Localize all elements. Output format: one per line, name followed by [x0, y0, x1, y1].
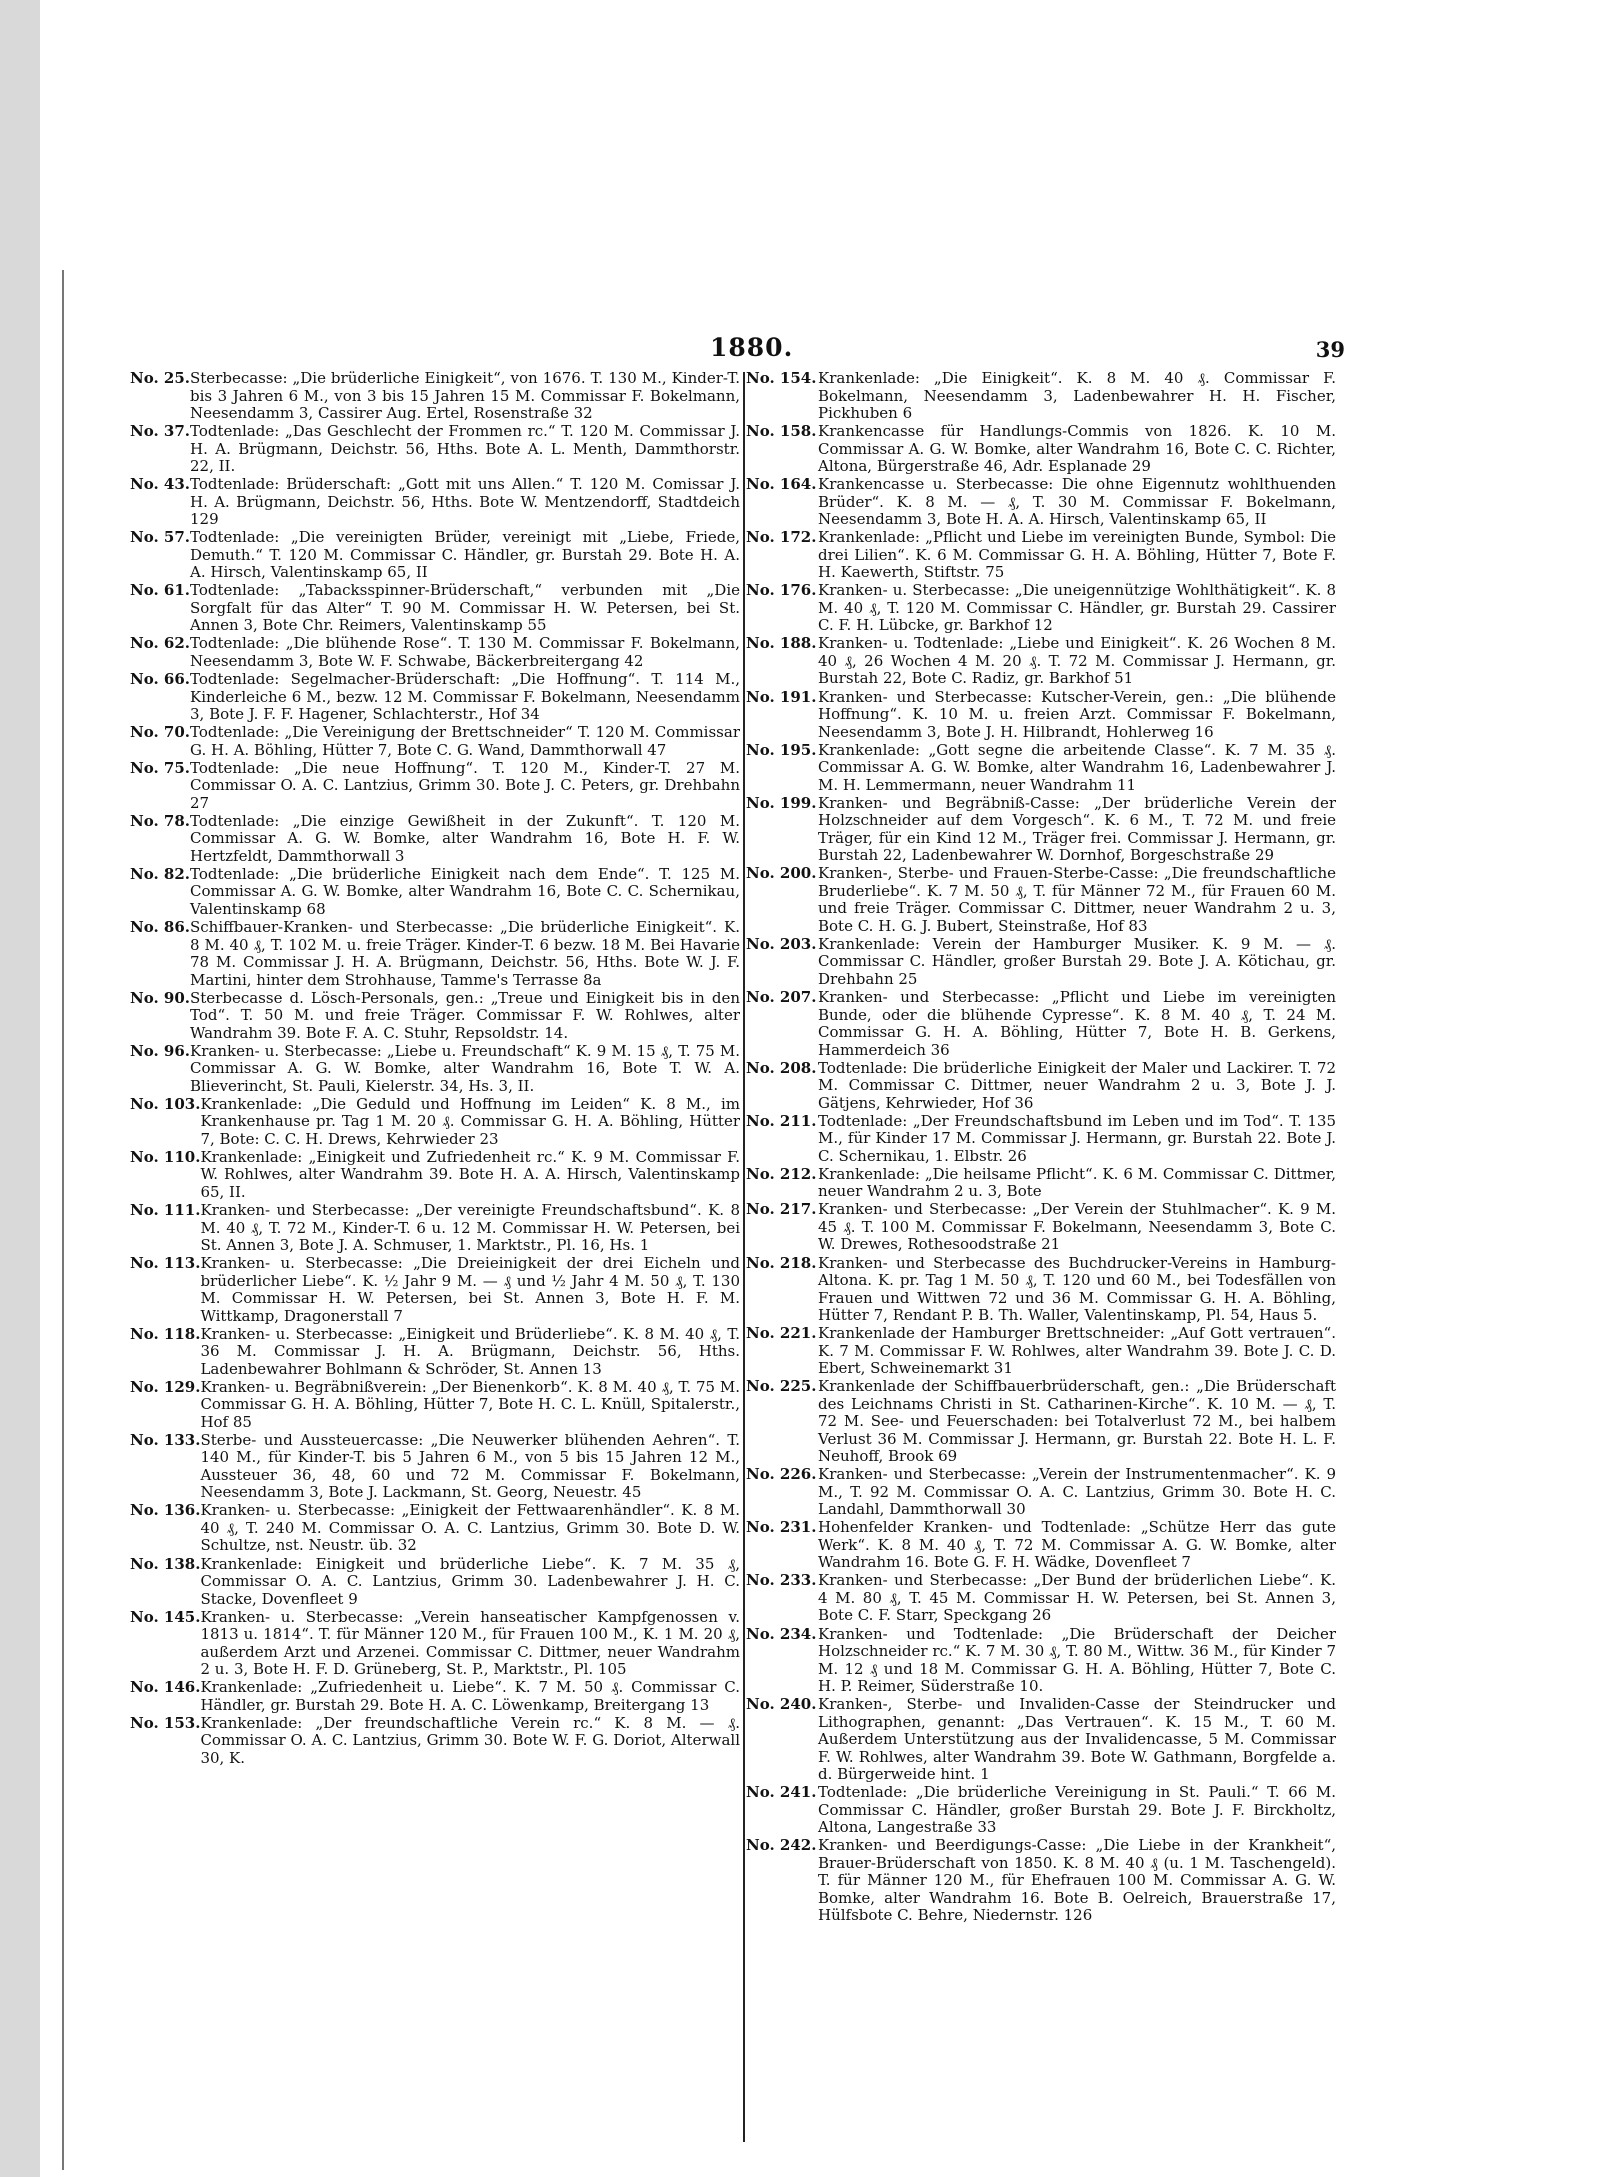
register-entry: [130, 919, 740, 989]
register-entry: [130, 635, 740, 670]
entry-number: No. 43.: [130, 475, 190, 494]
entry-number: No. 82.: [130, 864, 190, 883]
register-entry: [746, 476, 1336, 529]
entry-number: No. 136.: [130, 1501, 201, 1520]
entry-number: No. 191.: [746, 687, 817, 706]
entry-number: No. 203.: [746, 934, 817, 953]
entry-number: No. 221.: [746, 1324, 817, 1343]
register-entry: [130, 1255, 740, 1325]
entry-number: No. 231.: [746, 1518, 817, 1537]
entry-text: Kranken- u. Sterbecasse: „Die Dreieinigkeit der drei Eicheln und brüderlicher Liebe“. K. ½ Jahr 9 M. — ₰ und ½ Jahr 4 M. 50 ₰, T. 130 M. Commissar H. W. Petersen, bei St. Annen 3, Bote H. F. M. Wittkamp, Dragonerstall 7: [200, 1254, 740, 1325]
entry-text: Schiffbauer-Kranken- und Sterbecasse: „Die brüderliche Einigkeit“. K. 8 M. 40 ₰, T. 102 M. u. freie Träger. Kinder-T. 6 bezw. 18 M. Bei Havarie 78 M. Commissar J. H. A. Brügmann, Deichstr. 56, Hths. Bote W. J. F. Martini, hinter dem Strohhause, Tamme's Terrasse 8a: [190, 918, 740, 989]
entry-text: Kranken-, Sterbe- und Frauen-Sterbe-Casse: „Die freundschaftliche Bruderliebe“. K. 7 M. 50 ₰, T. für Männer 72 M., für Frauen 60 M. und freie Träger. Commissar C. Dittmer, neuer Wandrahm 2 u. 3, Bote C. H. G. J. Bubert, Steinstraße, Hof 83: [818, 864, 1336, 935]
entry-text: Kranken- und Sterbecasse: „Der Verein der Stuhlmacher“. K. 9 M. 45 ₰. T. 100 M. Commissar F. Bokelmann, Neesendamm 3, Bote C. W. Drewes, Rothesoodstraße 21: [818, 1200, 1336, 1254]
register-entry: [130, 529, 740, 582]
entry-number: No. 111.: [130, 1201, 201, 1219]
entry-number: No. 242.: [746, 1836, 817, 1855]
register-entry: [746, 1519, 1336, 1572]
entry-text: Todtenlade: „Die brüderliche Vereinigung in St. Pauli.“ T. 66 M. Commissar C. Händler, großer Burstah 29. Bote J. F. Birckholtz, Altona, Langestraße 33: [818, 1783, 1336, 1837]
register-entry: [130, 1326, 740, 1379]
entry-number: No. 241.: [746, 1783, 817, 1802]
entry-text: Todtenlade: „Die neue Hoffnung“. T. 120 M., Kinder-T. 27 M. Commissar O. A. C. Lantzius, Grimm 30. Bote J. C. Peters, gr. Drehbahn 27: [190, 758, 740, 812]
entry-text: Kranken- und Sterbecasse: „Verein der Instrumentenmacher“. K. 9 M., T. 92 M. Commissar O. A. C. Lantzius, Grimm 30. Bote H. C. Landahl, Dammthorwall 30: [818, 1465, 1336, 1519]
entry-text: Kranken- u. Sterbecasse: „Einigkeit der Fettwaarenhändler“. K. 8 M. 40 ₰, T. 240 M. Commissar O. A. C. Lantzius, Grimm 30. Bote D. W. Schultze, nst. Neustr. üb. 32: [200, 1501, 740, 1555]
register-entry: [746, 1466, 1336, 1519]
entry-number: No. 145.: [130, 1607, 201, 1626]
entry-text: Krankenlade: „Pflicht und Liebe im vereinigten Bunde, Symbol: Die drei Lilien“. K. 6 M. Commissar G. H. A. Böhling, Hütter 7, Bote F. H. Kaewerth, Stiftstr. 75: [818, 528, 1336, 582]
entry-text: Krankencasse für Handlungs-Commis von 1826. K. 10 M. Commissar A. G. W. Bomke, alter Wandrahm 16, Bote C. C. Richter, Altona, Bürgerstraße 46, Adr. Esplanade 29: [818, 422, 1336, 476]
register-entry: [746, 795, 1336, 865]
entry-text: Hohenfelder Kranken- und Todtenlade: „Schütze Herr das gute Werk“. K. 8 M. 40 ₰, T. 72 M. Commissar A. G. W. Bomke, alter Wandrahm 16. Bote G. F. H. Wädke, Dovenfleet 7: [818, 1518, 1336, 1572]
entry-number: No. 207.: [746, 988, 817, 1007]
entry-text: Sterbe- und Aussteuercasse: „Die Neuwerker blühenden Aehren“. T. 140 M., für Kinder-T. bis 5 Jahren 6 M., von 5 bis 15 Jahren 12 M., Aussteuer 36, 48, 60 und 72 M. Commissar F. Bokelmann, Neesendamm 3, Bote J. Lackmann, St. Georg, Neuestr. 45: [200, 1430, 740, 1502]
register-entry: [746, 1201, 1336, 1254]
entry-number: No. 25.: [130, 370, 190, 387]
entry-number: No. 240.: [746, 1695, 817, 1714]
entry-number: No. 103.: [130, 1094, 201, 1113]
entry-text: Kranken- u. Sterbecasse: „Einigkeit und Brüderliebe“. K. 8 M. 40 ₰, T. 36 M. Commissar J. H. A. Brügmann, Deichstr. 56, Hths. Ladenbewahrer Bohlmann & Schröder, St. Annen 13: [200, 1324, 740, 1378]
entry-text: Krankenlade der Hamburger Brettschneider: „Auf Gott vertrauen“. K. 7 M. Commissar F. W. Rohlwes, alter Wandrahm 39. Bote J. C. D. Ebert, Schweinemarkt 31: [818, 1324, 1336, 1378]
entry-number: No. 90.: [130, 988, 190, 1007]
entry-text: Todtenlade: „Die einzige Gewißheit in der Zukunft“. T. 120 M. Commissar A. G. W. Bomke, alter Wandrahm 16, Bote H. F. W. Hertzfeldt, Dammthorwall 3: [190, 811, 740, 865]
register-entry: [130, 1043, 740, 1096]
entry-text: Kranken- und Sterbecasse: „Der vereinigte Freundschaftsbund“. K. 8 M. 40 ₰, T. 72 M., Kinder-T. 6 u. 12 M. Commissar H. W. Petersen, bei St. Annen 3, Bote J. A. Schmuser, 1. Marktstr., Pl. 16, Hs. 1: [200, 1201, 740, 1254]
register-entry: [130, 1502, 740, 1555]
entry-text: Krankenlade: „Die heilsame Pflicht“. K. 6 M. Commissar C. Dittmer, neuer Wandrahm 2 u. 3, Bote: [818, 1164, 1336, 1201]
entry-text: Kranken- und Sterbecasse: Kutscher-Verein, gen.: „Die blühende Hoffnung“. K. 10 M. u. freien Arzt. Commissar F. Bokelmann, Neesendamm 3, Bote J. H. Hilbrandt, Hohlerweg 16: [818, 687, 1336, 741]
register-entry: [130, 1149, 740, 1202]
entry-text: Kranken- und Beerdigungs-Casse: „Die Liebe in der Krankheit“, Brauer-Brüderschaft von 1850. K. 8 M. 40 ₰ (u. 1 M. Taschengeld). T. für Männer 120 M., für Ehefrauen 100 M. Commissar A. G. W. Bomke, alter Wandrahm 16. Bote B. Oelreich, Brauerstraße 17, Hülfsbote C. Behre, Niedernstr. 126: [818, 1836, 1336, 1925]
entry-text: Krankenlade: Einigkeit und brüderliche Liebe“. K. 7 M. 35 ₰, Commissar O. A. C. Lantzius, Grimm 30. Ladenbewahrer J. H. C. Stacke, Dovenfleet 9: [200, 1554, 740, 1608]
register-entry: [130, 476, 740, 529]
entry-number: No. 146.: [130, 1678, 201, 1697]
entry-text: Todtenlade: Die brüderliche Einigkeit der Maler und Lackirer. T. 72 M. Commissar C. Dittmer, neuer Wandrahm 2 u. 3, Bote J. J. Gätjens, Kehrwieder, Hof 36: [818, 1058, 1336, 1112]
entry-text: Krankenlade: „Gott segne die arbeitende Classe“. K. 7 M. 35 ₰. Commissar A. G. W. Bomke, alter Wandrahm 16, Ladenbewahrer J. M. H. Lemmermann, neuer Wandrahm 11: [818, 740, 1336, 794]
entry-number: No. 70.: [130, 723, 190, 742]
entry-text: Kranken- und Sterbecasse des Buchdrucker-Vereins in Hamburg-Altona. K. pr. Tag 1 M. 50 ₰, T. 120 und 60 M., bei Todesfällen von Frauen und Wittwen 72 und 36 M. Commissar G. H. A. Böhling, Hütter 7, Rendant P. B. Th. Waller, Valentinskamp, Pl. 54, Haus 5.: [818, 1253, 1336, 1324]
entry-number: No. 110.: [130, 1147, 201, 1166]
entry-number: No. 86.: [130, 918, 190, 937]
entry-text: Kranken- u. Sterbecasse: „Die uneigennützige Wohlthätigkeit“. K. 8 M. 40 ₰, T. 120 M. Commissar C. Händler, gr. Burstah 29. Cassirer C. F. H. Lübcke, gr. Barkhof 12: [818, 581, 1336, 635]
entry-number: No. 37.: [130, 422, 190, 441]
entry-text: Krankencasse u. Sterbecasse: Die ohne Eigennutz wohlthuenden Brüder“. K. 8 M. — ₰, T. 30 M. Commissar F. Bokelmann, Neesendamm 3, Bote H. A. A. Hirsch, Valentinskamp 65, II: [818, 475, 1336, 529]
register-entry: [746, 1060, 1336, 1113]
register-entry: [746, 1166, 1336, 1201]
left-column: [130, 370, 740, 1768]
entry-text: Kranken- u. Sterbecasse: „Liebe u. Freundschaft“ K. 9 M. 15 ₰, T. 75 M. Commissar A. G. W. Bomke, alter Wandrahm 16, Bote T. W. A. Blieverincht, St. Pauli, Kielerstr. 34, Hs. 3, II.: [190, 1041, 740, 1095]
entry-text: Kranken- u. Sterbecasse: „Verein hanseatischer Kampfgenossen v. 1813 u. 1814“. T. für Männer 120 M., für Frauen 100 M., K. 1 M. 20 ₰, außerdem Arzt und Arzenei. Commissar C. Dittmer, neuer Wandrahm 2 u. 3, Bote H. F. D. Grüneberg, St. P., Marktstr., Pl. 105: [200, 1607, 740, 1679]
register-entry: [746, 742, 1336, 795]
column-divider: [743, 372, 745, 2142]
register-entry: [746, 1572, 1336, 1625]
entry-number: No. 113.: [130, 1254, 201, 1273]
entry-text: Krankenlade der Schiffbauerbrüderschaft, gen.: „Die Brüderschaft des Leichnams Christi in St. Catharinen-Kirche“. K. 10 M. — ₰, T. 72 M. See- und Feuerschaden: bei Totalverlust 72 M., bei halbem Verlust 36 M. Commissar J. Hermann, gr. Burstah 22. Bote H. L. F. Neuhoff, Brook 69: [818, 1377, 1336, 1466]
entry-text: Krankenlade: Verein der Hamburger Musiker. K. 9 M. — ₰. Commissar C. Händler, großer Burstah 29. Bote J. A. Kötichau, gr. Drehbahn 25: [818, 934, 1336, 988]
scan-binding-shadow: [0, 0, 40, 2177]
register-entry: [130, 423, 740, 476]
entry-text: Todtenlade: „Die brüderliche Einigkeit nach dem Ende“. T. 125 M. Commissar A. G. W. Bomke, alter Wandrahm 16, Bote C. C. Schernikau, Valentinskamp 68: [190, 864, 740, 918]
entry-number: No. 233.: [746, 1571, 817, 1590]
entry-number: No. 195.: [746, 740, 817, 759]
entry-text: Kranken-, Sterbe- und Invaliden-Casse der Steindrucker und Lithographen, genannt: „Das Vertrauen“. K. 15 M., T. 60 M. Außerdem Unterstützung aus der Invalidencasse, 5 M. Commissar F. W. Rohlwes, alter Wandrahm 39. Bote W. Gathmann, Borgfelde a. d. Bürgerweide hint. 1: [818, 1695, 1336, 1784]
entry-number: No. 208.: [746, 1058, 817, 1077]
entry-number: No. 218.: [746, 1253, 817, 1272]
register-entry: [130, 1715, 740, 1768]
entry-text: Krankenlade: „Die Einigkeit“. K. 8 M. 40 ₰. Commissar F. Bokelmann, Neesendamm 3, Ladenbewahrer H. H. Fischer, Pickhuben 6: [818, 370, 1336, 422]
register-entry: [130, 1379, 740, 1432]
register-entry: [130, 724, 740, 759]
register-entry: [130, 370, 740, 423]
entry-number: No. 133.: [130, 1430, 201, 1449]
entry-number: No. 61.: [130, 581, 190, 600]
entry-number: No. 62.: [130, 634, 190, 653]
entry-number: No. 75.: [130, 758, 190, 777]
entry-text: Kranken- und Begräbniß-Casse: „Der brüderliche Verein der Holzschneider auf dem Vorgesch“. K. 6 M., T. 72 M. und freie Träger, für ein Kind 12 M., Träger frei. Commissar J. Hermann, gr. Burstah 22, Ladenbewahrer W. Dornhof, Borgeschstraße 29: [818, 793, 1336, 865]
entry-text: Todtenlade: Brüderschaft: „Gott mit uns Allen.“ T. 120 M. Comissar J. H. A. Brügmann, Deichstr. 56, Hths. Bote W. Mentzendorff, Stadtdeich 129: [190, 475, 740, 529]
entry-text: Todtenlade: „Das Geschlecht der Frommen rc.“ T. 120 M. Commissar J. H. A. Brügmann, Deichstr. 56, Hths. Bote A. L. Menth, Dammthorstr. 22, II.: [190, 422, 740, 476]
register-entry: [130, 582, 740, 635]
register-entry: [746, 989, 1336, 1059]
entry-number: No. 234.: [746, 1624, 817, 1643]
register-entry: [746, 865, 1336, 935]
register-entry: [746, 689, 1336, 742]
entry-number: No. 78.: [130, 811, 190, 830]
page-number: 39: [1315, 337, 1345, 362]
entry-text: Kranken- u. Begräbnißverein: „Der Bienenkorb“. K. 8 M. 40 ₰, T. 75 M. Commissar G. H. A. Böhling, Hütter 7, Bote H. C. L. Knüll, Spitalerstr., Hof 85: [200, 1377, 740, 1431]
register-entry: [746, 1784, 1336, 1837]
entry-text: Sterbecasse d. Lösch-Personals, gen.: „Treue und Einigkeit bis in den Tod“. T. 50 M. und freie Träger. Commissar F. W. Rohlwes, alter Wandrahm 39. Bote F. A. C. Stuhr, Repsoldstr. 14.: [190, 988, 740, 1042]
register-entry: [130, 1432, 740, 1502]
register-entry: [130, 1096, 740, 1149]
entry-number: No. 212.: [746, 1164, 817, 1183]
entry-number: No. 172.: [746, 528, 817, 547]
entry-text: Krankenlade: „Die Geduld und Hoffnung im Leiden“ K. 8 M., im Krankenhause pr. Tag 1 M. 20 ₰. Commissar G. H. A. Böhling, Hütter 7, Bote: C. C. H. Drews, Kehrwieder 23: [200, 1094, 740, 1148]
entry-text: Kranken- u. Todtenlade: „Liebe und Einigkeit“. K. 26 Wochen 8 M. 40 ₰, 26 Wochen 4 M. 20 ₰. T. 72 M. Commissar J. Hermann, gr. Burstah 22, Bote C. Radiz, gr. Barkhof 51: [818, 634, 1336, 688]
entry-text: Krankenlade: „Zufriedenheit u. Liebe“. K. 7 M. 50 ₰. Commissar C. Händler, gr. Burstah 29. Bote H. A. C. Löwenkamp, Breitergang 13: [200, 1678, 740, 1714]
entry-number: No. 225.: [746, 1377, 817, 1396]
entry-text: Todtenlade: „Der Freundschaftsbund im Leben und im Tod“. T. 135 M., für Kinder 17 M. Commissar J. Hermann, gr. Burstah 22. Bote J. C. Schernikau, 1. Elbstr. 26: [818, 1111, 1336, 1165]
register-entry: [746, 1837, 1336, 1925]
register-entry: [130, 1679, 740, 1714]
entry-number: No. 153.: [130, 1713, 201, 1732]
entry-number: No. 188.: [746, 634, 817, 653]
register-entry: [130, 760, 740, 813]
register-entry: [746, 1255, 1336, 1325]
register-entry: [746, 582, 1336, 635]
register-entry: [746, 1325, 1336, 1378]
page-edge-line: [62, 270, 64, 2170]
page-header: [130, 333, 1345, 363]
entry-number: No. 211.: [746, 1111, 817, 1130]
entry-number: No. 158.: [746, 422, 817, 441]
register-entry: [746, 1626, 1336, 1696]
page-year: 1880.: [710, 333, 794, 362]
register-entry: [746, 423, 1336, 476]
register-entry: [130, 990, 740, 1043]
register-entry: [746, 1113, 1336, 1166]
entry-number: No. 164.: [746, 475, 817, 494]
register-entry: [746, 370, 1336, 423]
entry-text: Kranken- und Sterbecasse: „Der Bund der brüderlichen Liebe“. K. 4 M. 80 ₰, T. 45 M. Commissar H. W. Petersen, bei St. Annen 3, Bote C. F. Starr, Speckgang 26: [818, 1571, 1336, 1625]
entry-text: Sterbecasse: „Die brüderliche Einigkeit“, von 1676. T. 130 M., Kinder-T. bis 3 Jahren 6 M., von 3 bis 15 Jahren 15 M. Commissar F. Bokelmann, Neesendamm 3, Cassirer Aug. Ertel, Rosenstraße 32: [190, 370, 740, 422]
entry-text: Todtenlade: „Die blühende Rose“. T. 130 M. Commissar F. Bokelmann, Neesendamm 3, Bote W. F. Schwabe, Bäckerbreitergang 42: [190, 634, 740, 670]
entry-number: No. 129.: [130, 1377, 201, 1396]
entry-number: No. 138.: [130, 1554, 201, 1573]
register-entry: [746, 1696, 1336, 1784]
right-column: [746, 370, 1336, 1925]
register-entry: [130, 813, 740, 866]
entry-number: No. 96.: [130, 1041, 190, 1060]
entry-number: No. 176.: [746, 581, 817, 600]
register-entry: [746, 529, 1336, 582]
entry-text: Todtenlade: „Tabacksspinner-Brüderschaft,“ verbunden mit „Die Sorgfalt für das Alter“ T. 90 M. Commissar H. W. Petersen, bei St. Annen 3, Bote Chr. Reimers, Valentinskamp 55: [190, 581, 740, 635]
register-entry: [746, 635, 1336, 688]
entry-number: No. 217.: [746, 1200, 817, 1219]
entry-text: Todtenlade: Segelmacher-Brüderschaft: „Die Hoffnung“. T. 114 M., Kinderleiche 6 M., bezw. 12 M. Commissar F. Bokelmann, Neesendamm 3, Bote J. F. F. Hagener, Schlachterstr., Hof 34: [190, 670, 740, 724]
register-entry: [130, 1202, 740, 1255]
entry-number: No. 154.: [746, 370, 817, 387]
entry-number: No. 200.: [746, 864, 817, 883]
entry-text: Todtenlade: „Die Vereinigung der Brettschneider“ T. 120 M. Commissar G. H. A. Böhling, Hütter 7, Bote C. G. Wand, Dammthorwall 47: [190, 723, 740, 759]
entry-text: Kranken- und Todtenlade: „Die Brüderschaft der Deicher Holzschneider rc.“ K. 7 M. 30 ₰, T. 80 M., Wittw. 36 M., für Kinder 7 M. 12 ₰ und 18 M. Commissar G. H. A. Böhling, Hütter 7, Bote C. H. P. Reimer, Süderstraße 10.: [818, 1624, 1336, 1696]
entry-number: No. 66.: [130, 670, 190, 689]
register-entry: [130, 1609, 740, 1679]
register-entry: [130, 866, 740, 919]
entry-number: No. 226.: [746, 1465, 817, 1484]
entry-text: Krankenlade: „Einigkeit und Zufriedenheit rc.“ K. 9 M. Commissar F. W. Rohlwes, alter Wandrahm 39. Bote H. A. A. Hirsch, Valentinskamp 65, II.: [200, 1147, 740, 1201]
register-entry: [130, 1556, 740, 1609]
register-entry: [746, 1378, 1336, 1466]
entry-number: No. 118.: [130, 1324, 201, 1343]
register-entry: [130, 671, 740, 724]
register-entry: [746, 936, 1336, 989]
entry-text: Krankenlade: „Der freundschaftliche Verein rc.“ K. 8 M. — ₰. Commissar O. A. C. Lantzius, Grimm 30. Bote W. F. G. Doriot, Alterwall 30, K.: [200, 1713, 740, 1767]
entry-text: Kranken- und Sterbecasse: „Pflicht und Liebe im vereinigten Bunde, oder die blühende Cypresse“. K. 8 M. 40 ₰, T. 24 M. Commissar G. H. A. Böhling, Hütter 7, Bote H. B. Gerkens, Hammerdeich 36: [818, 988, 1336, 1059]
entry-number: No. 199.: [746, 793, 817, 812]
entry-text: Todtenlade: „Die vereinigten Brüder, vereinigt mit „Liebe, Friede, Demuth.“ T. 120 M. Commissar C. Händler, gr. Burstah 29. Bote H. A. A. Hirsch, Valentinskamp 65, II: [190, 528, 740, 582]
entry-number: No. 57.: [130, 528, 190, 547]
